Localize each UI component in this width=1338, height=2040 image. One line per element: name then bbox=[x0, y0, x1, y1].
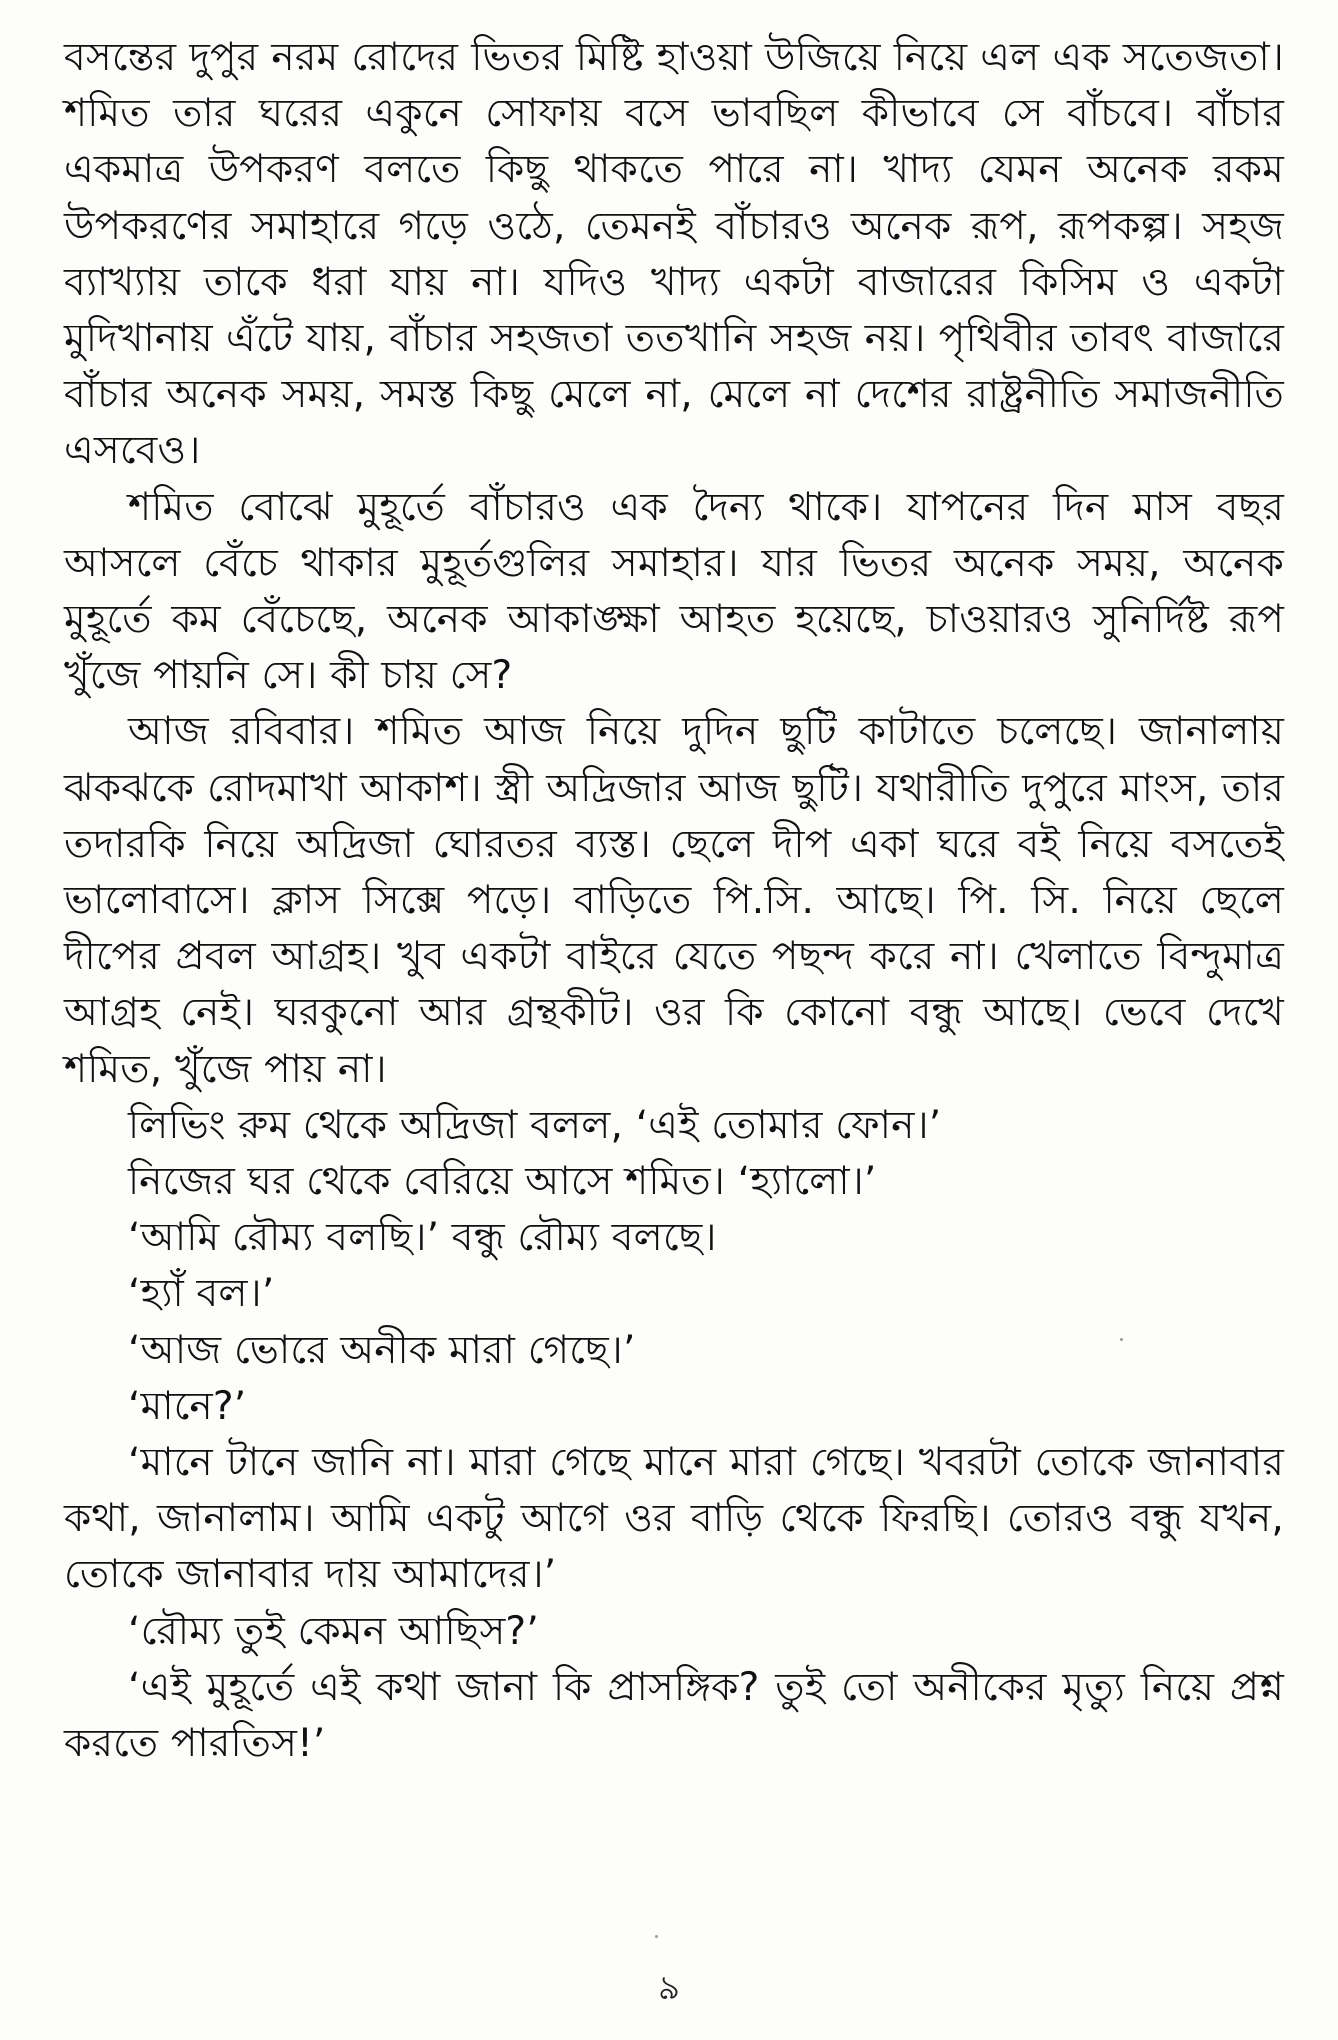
dialogue-line-4: ‘হ্যাঁ বল।’ bbox=[128, 1271, 275, 1317]
dialogue-line-1: লিভিং রুম থেকে অদ্রিজা বলল, ‘এই তোমার ফোন।’ bbox=[128, 1102, 942, 1148]
dialogue-line-5: ‘আজ ভোরে অনীক মারা গেছে।’ bbox=[128, 1327, 636, 1373]
body-text bbox=[64, 30, 1284, 1772]
dialogue-line-6: ‘মানে?’ bbox=[128, 1383, 247, 1429]
dialogue-line-2: নিজের ঘর থেকে বেরিয়ে আসে শমিত। ‘হ্যালো।’ bbox=[128, 1159, 877, 1205]
dialogue-line-8: ‘রৌম্য তুই কেমন আছিস?’ bbox=[128, 1608, 539, 1654]
dialogue-line-9: ‘এই মুহূর্তে এই কথা জানা কি প্রাসঙ্গিক? তুই তো অনীকের মৃত্যু নিয়ে প্রশ্ন করতে পারতিস!’ bbox=[64, 1664, 1284, 1767]
dialogue-line-3: ‘আমি রৌম্য বলছি।’ বন্ধু রৌম্য বলছে। bbox=[128, 1215, 717, 1261]
paper-speck bbox=[1120, 1338, 1123, 1341]
page-number: ৯ bbox=[657, 1968, 681, 2008]
paragraph-1: বসন্তের দুপুর নরম রোদের ভিতর মিষ্টি হাওয়া উজিয়ে নিয়ে এল এক সতেজতা। শমিত তার ঘরের একুনে সোফায় বসে ভাবছিল কীভাবে সে বাঁচবে। বাঁচার একমাত্র উপকরণ বলতে কিছু থাকতে পারে না। খাদ্য যেমন অনেক রকম উপকরণের সমাহারে গড়ে ওঠে, তেমনই বাঁচারও অনেক রূপ, রূপকল্প। সহজ ব্যাখ্যায় তাকে ধরা যায় না। যদিও খাদ্য একটা বাজারের কিসিম ও একটা মুদিখানায় এঁটে যায়, বাঁচার সহজতা ততখানি সহজ নয়। পৃথিবীর তাবৎ বাজারে বাঁচার অনেক সময়, সমস্ত কিছু মেলে না, মেলে না দেশের রাষ্ট্রনীতি সমাজনীতি এসবেও। bbox=[64, 35, 1284, 474]
paragraph-3: আজ রবিবার। শমিত আজ নিয়ে দুদিন ছুটি কাটাতে চলেছে। জানালায় ঝকঝকে রোদমাখা আকাশ। স্ত্রী অদ্রিজার আজ ছুটি। যথারীতি দুপুরে মাংস, তার তদারকি নিয়ে অদ্রিজা ঘোরতর ব্যস্ত। ছেলে দীপ একা ঘরে বই নিয়ে বসতেই ভালোবাসে। ক্লাস সিক্সে পড়ে। বাড়িতে পি.সি. আছে। পি. সি. নিয়ে ছেলে দীপের প্রবল আগ্রহ। খুব একটা বাইরে যেতে পছন্দ করে না। খেলাতে বিন্দুমাত্র আগ্রহ নেই। ঘরকুনো আর গ্রন্থকীট। ওর কি কোনো বন্ধু আছে। ভেবে দেখে শমিত, খুঁজে পায় না। bbox=[64, 709, 1284, 1092]
paper-speck bbox=[655, 1935, 658, 1938]
paper-speck bbox=[1032, 368, 1035, 371]
dialogue-line-7: ‘মানে টানে জানি না। মারা গেছে মানে মারা গেছে। খবরটা তোকে জানাবার কথা, জানালাম। আমি একটু আগে ওর বাড়ি থেকে ফিরছি। তোরও বন্ধু যখন, তোকে জানাবার দায় আমাদের।’ bbox=[64, 1440, 1284, 1598]
paragraph-2: শমিত বোঝে মুহূর্তে বাঁচারও এক দৈন্য থাকে। যাপনের দিন মাস বছর আসলে বেঁচে থাকার মুহূর্তগুলির সমাহার। যার ভিতর অনেক সময়, অনেক মুহূর্তে কম বেঁচেছে, অনেক আকাঙ্ক্ষা আহত হয়েছে, চাওয়ারও সুনির্দিষ্ট রূপ খুঁজে পায়নি সে। কী চায় সে? bbox=[64, 484, 1284, 699]
